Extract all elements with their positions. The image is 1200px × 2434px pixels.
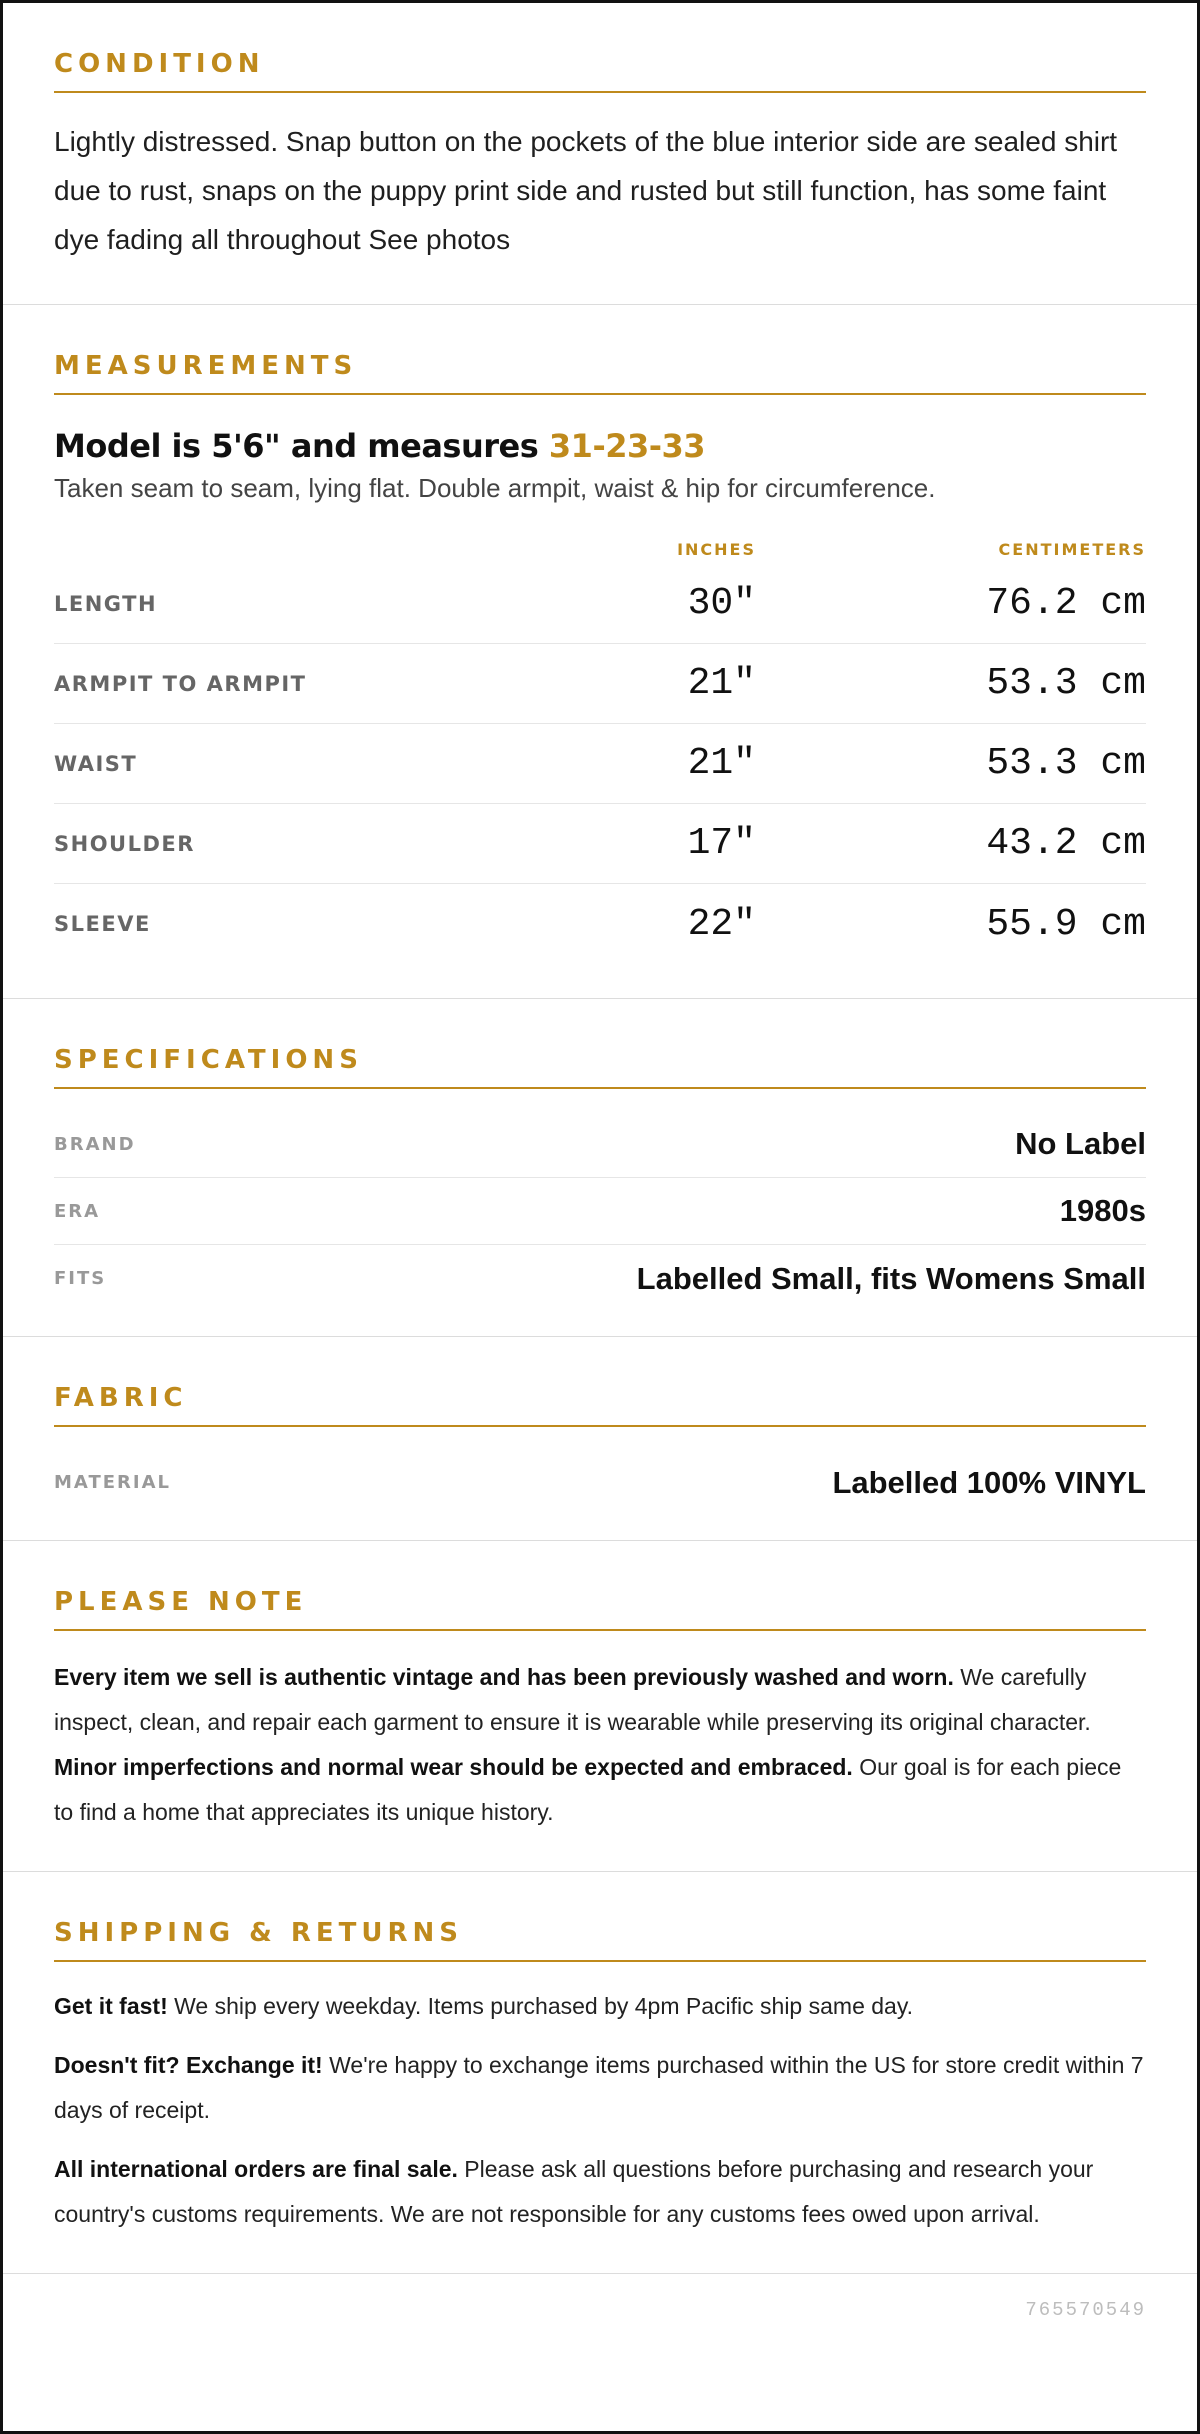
shipping-bold: Get it fast! [54, 1993, 168, 2019]
measurements-subtitle: Taken seam to seam, lying flat. Double armpit, waist & hip for circumference. [54, 473, 936, 503]
measurement-cm: 53.3 cm [986, 662, 1146, 705]
measurement-inches: 30" [687, 582, 756, 625]
shipping-text: We're happy to exchange items purchased within the US for store credit within 7 days of receipt. [54, 2052, 1144, 2123]
please-note-text [54, 1655, 1146, 1835]
spec-label: FITS [54, 1268, 107, 1289]
measurements-section [3, 305, 1197, 999]
shipping-paragraph [54, 2043, 1146, 2133]
spec-value: Labelled Small, fits Womens Small [636, 1260, 1146, 1296]
measurement-row [54, 884, 1146, 964]
measurement-label: ARMPIT TO ARMPIT [54, 671, 307, 696]
measurement-cm: 76.2 cm [986, 582, 1146, 625]
spec-label: MATERIAL [54, 1472, 171, 1493]
fabric-title: FABRIC [54, 1383, 1146, 1427]
model-prefix: Model is 5'6" and measures [54, 427, 549, 465]
fabric-list [54, 1449, 1146, 1516]
specifications-list [54, 1111, 1146, 1312]
spec-value: 1980s [1059, 1193, 1146, 1228]
spec-label: BRAND [54, 1133, 136, 1155]
measurements-table [54, 534, 1146, 964]
col-inches: INCHES [677, 539, 756, 559]
model-numbers: 31-23-33 [548, 427, 706, 465]
measurement-inches: 21" [687, 742, 756, 785]
please-note-title: PLEASE NOTE [54, 1587, 1146, 1631]
measurement-cm: 43.2 cm [986, 822, 1146, 865]
shipping-text: Please ask all questions before purchasing and research your country's customs requirements. We are not responsible for any customs fees owed upon arrival. [54, 2156, 1094, 2227]
measurement-row [54, 644, 1146, 724]
measurement-inches: 21" [687, 662, 756, 705]
spec-value: No Label [1015, 1126, 1146, 1161]
please-note-section [3, 1541, 1197, 1872]
measurement-inches: 17" [687, 822, 756, 865]
col-centimeters: CENTIMETERS [998, 539, 1146, 559]
spec-row-fits [54, 1245, 1146, 1312]
measurements-header [54, 534, 1146, 564]
spec-label: ERA [54, 1200, 101, 1222]
condition-title: CONDITION [54, 49, 1146, 93]
measurement-row [54, 724, 1146, 804]
footer [3, 2274, 1197, 2346]
measurement-label: LENGTH [54, 591, 158, 616]
measurement-cm: 55.9 cm [986, 902, 1146, 946]
shipping-text: We ship every weekday. Items purchased by 4pm Pacific ship same day. [167, 1993, 914, 2019]
shipping-paragraph [54, 1984, 1146, 2029]
measurement-row [54, 564, 1146, 644]
note-text-1: We carefully inspect, clean, and repair each garment to ensure it is wearable while preserving its original character. [54, 1664, 1091, 1735]
sku-number: 765570549 [1025, 2299, 1146, 2321]
fabric-section [3, 1337, 1197, 1541]
shipping-title: SHIPPING & RETURNS [54, 1918, 1146, 1962]
note-text-2: Our goal is for each piece to find a home that appreciates its unique history. [54, 1754, 1122, 1825]
spec-row-brand [54, 1111, 1146, 1178]
spec-row-material [54, 1449, 1146, 1516]
shipping-bold: Doesn't fit? Exchange it! [54, 2052, 323, 2078]
condition-text: Lightly distressed. Snap button on the pockets of the blue interior side are sealed shirt due to rust, snaps on the puppy print side and rusted but still function, has some faint dye fading all throughout See photos [54, 126, 1118, 255]
shipping-paragraph [54, 2147, 1146, 2237]
condition-section [3, 3, 1197, 305]
measurement-label: WAIST [54, 751, 138, 776]
measurements-title: MEASUREMENTS [54, 351, 1146, 395]
shipping-bold: All international orders are final sale. [54, 2156, 458, 2182]
shipping-list [54, 1984, 1146, 2237]
measurement-cm: 53.3 cm [986, 742, 1146, 785]
note-bold-1: Every item we sell is authentic vintage and has been previously washed and worn. [54, 1664, 954, 1690]
measurement-label: SLEEVE [54, 912, 151, 936]
specifications-title: SPECIFICATIONS [54, 1045, 1146, 1089]
note-bold-2: Minor imperfections and normal wear should be expected and embraced. [54, 1754, 853, 1780]
specifications-section [3, 999, 1197, 1337]
model-measurements [54, 427, 1146, 465]
measurement-label: SHOULDER [54, 831, 195, 856]
measurement-inches: 22" [687, 902, 756, 946]
shipping-section [3, 1872, 1197, 2274]
spec-row-era [54, 1178, 1146, 1245]
spec-value: Labelled 100% VINYL [832, 1464, 1146, 1500]
measurement-row [54, 804, 1146, 884]
